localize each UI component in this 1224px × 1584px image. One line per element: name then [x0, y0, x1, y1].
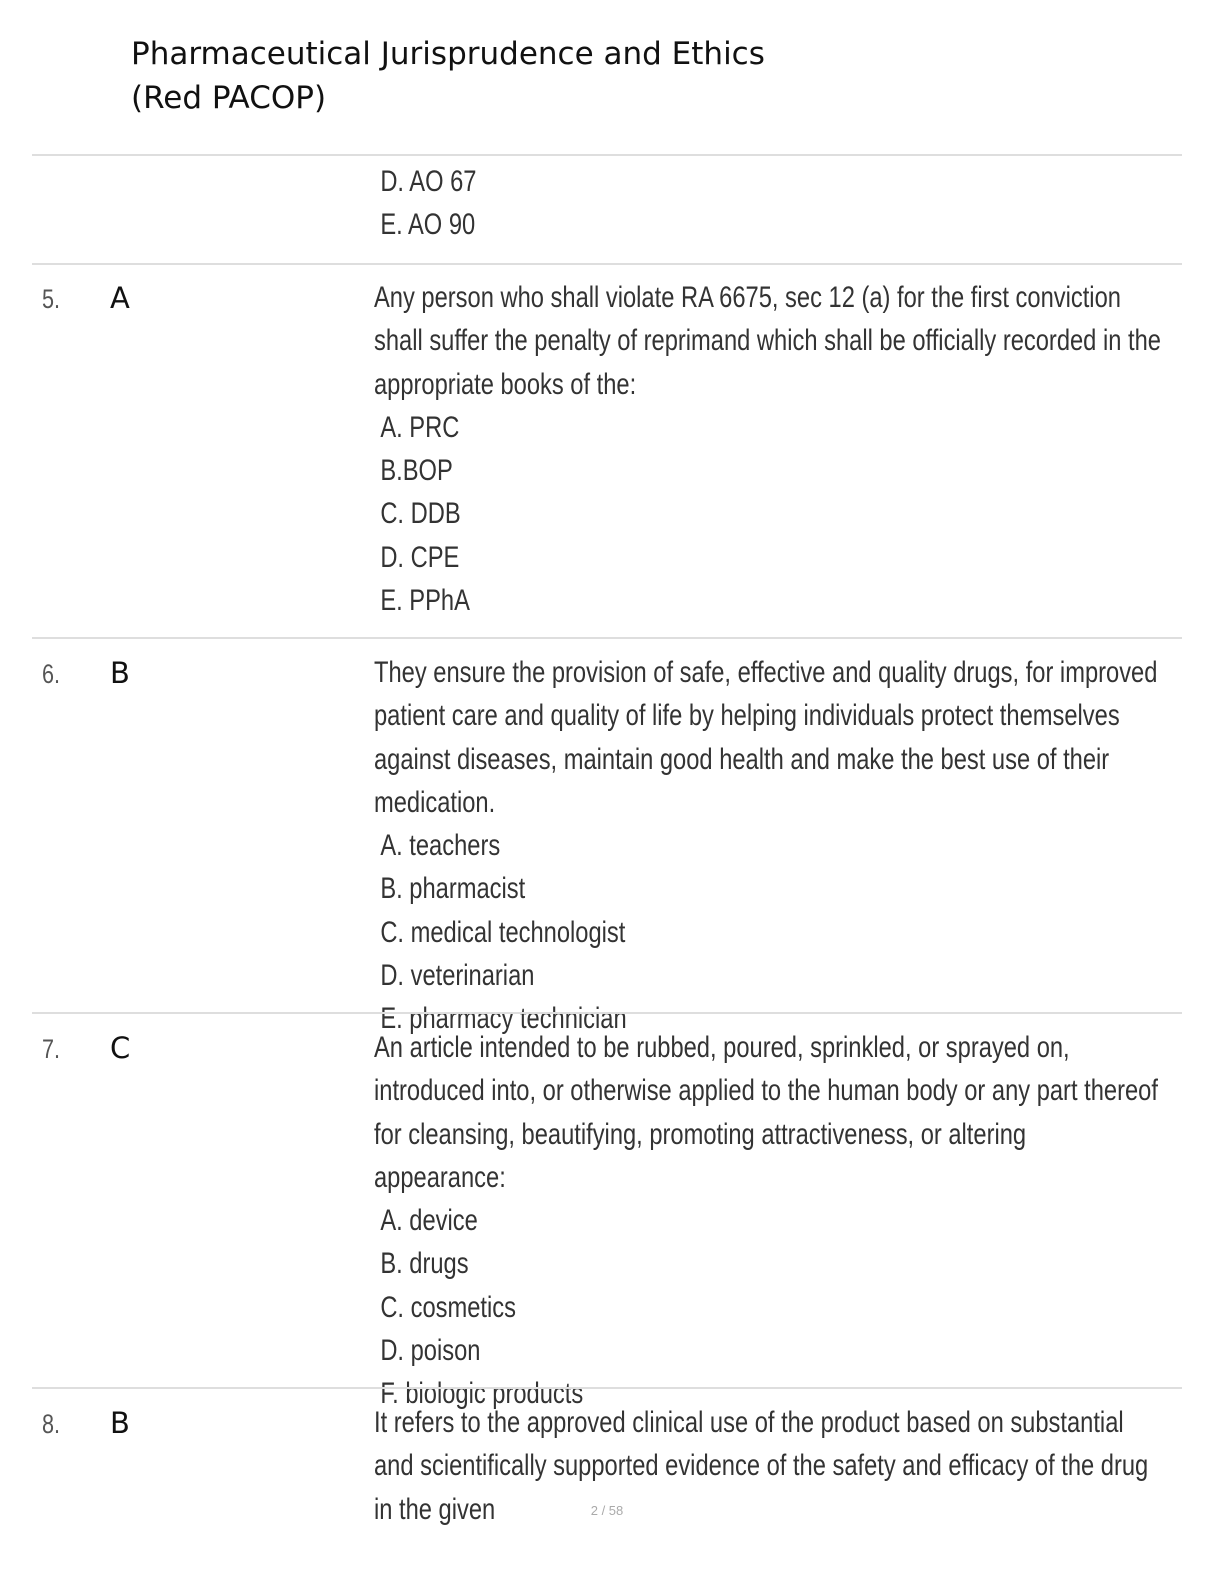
option: C. cosmetics	[380, 1290, 516, 1324]
option: E. pharmacy technician	[380, 1002, 627, 1036]
question-stem: It refers to the approved clinical use of the product based on substantial and scientifically supported evidence of the safety and efficacy of the drug in the given	[374, 1406, 1149, 1526]
answer-key: B	[110, 1406, 130, 1440]
option: F. biologic products	[380, 1377, 584, 1411]
question-stem: They ensure the provision of safe, effective and quality drugs, for improved patient care and quality of life by helping individuals protect themselves against diseases, maintain good health and make the best use of their medication.	[374, 656, 1158, 819]
divider	[32, 637, 1182, 639]
question-number: 5.	[42, 284, 61, 314]
question-number: 7.	[42, 1034, 61, 1064]
continuation-options	[374, 160, 1164, 247]
page-number: 2 / 58	[590, 1503, 624, 1518]
document-title-line-2: (Red PACOP)	[131, 80, 327, 116]
option: A. teachers	[380, 829, 501, 863]
answer-key: A	[110, 281, 130, 315]
option: E. PPhA	[380, 584, 470, 618]
question-text	[374, 1026, 1164, 1416]
option: D. AO 67	[380, 165, 477, 198]
document-title	[131, 32, 765, 120]
question-text	[374, 276, 1164, 622]
question-number: 6.	[42, 659, 61, 689]
option: C. medical technologist	[380, 915, 626, 949]
question-stem: Any person who shall violate RA 6675, sec 12 (a) for the first conviction shall suffer the penalty of reprimand which shall be officially recorded in the appropriate books of the:	[374, 281, 1161, 401]
answer-key: C	[110, 1031, 131, 1065]
option: B. drugs	[380, 1247, 469, 1281]
option: C. DDB	[380, 497, 461, 531]
question-number: 8.	[42, 1409, 61, 1439]
option: A. device	[380, 1204, 478, 1238]
option: A. PRC	[380, 410, 460, 444]
question-text	[374, 651, 1164, 1041]
divider	[32, 1387, 1182, 1389]
option: B.BOP	[380, 454, 453, 488]
divider	[32, 154, 1182, 156]
option: B. pharmacist	[380, 872, 526, 906]
divider	[32, 1012, 1182, 1014]
question-stem: An article intended to be rubbed, poured, sprinkled, or sprayed on, introduced into, or otherwise applied to the human body or any part thereof for cleansing, beautifying, promoting attractiveness, or altering appearance:	[374, 1031, 1158, 1194]
option: E. AO 90	[380, 208, 476, 242]
option: D. poison	[380, 1334, 481, 1368]
document-title-line-1: Pharmaceutical Jurisprudence and Ethics	[131, 36, 765, 72]
option: D. CPE	[380, 540, 460, 574]
divider	[32, 263, 1182, 265]
option: D. veterinarian	[380, 959, 535, 993]
answer-key: B	[110, 656, 130, 690]
